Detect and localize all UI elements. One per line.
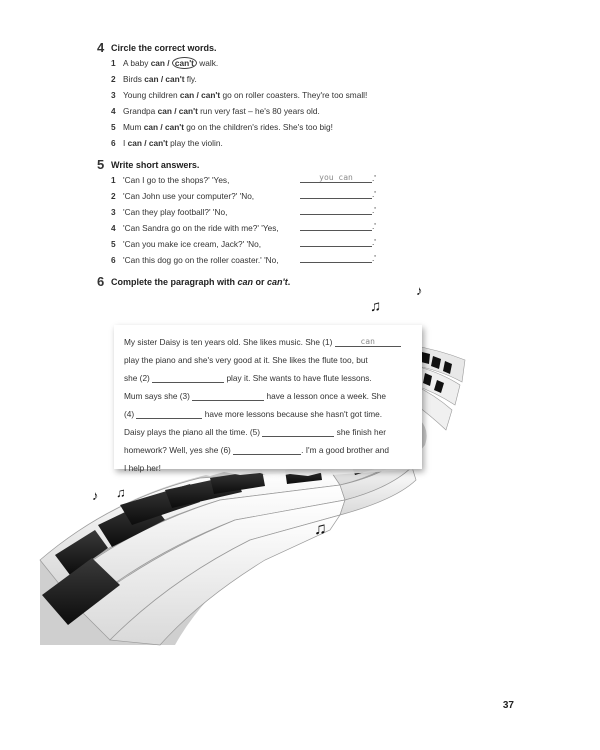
title-word-can: can [237, 277, 254, 287]
item-question: 'Can I go to the shops?' 'Yes, [123, 175, 230, 185]
answer-line[interactable] [300, 253, 376, 263]
music-note-icon: ♫ [116, 485, 126, 500]
answer-blank[interactable] [300, 221, 372, 231]
exercise-5-item [111, 191, 254, 201]
answer-line[interactable] [300, 221, 376, 231]
item-end: .' [372, 205, 376, 215]
exercise-4-title: Circle the correct words. [111, 43, 217, 53]
answer-line[interactable] [300, 205, 376, 215]
paragraph-line [124, 427, 424, 437]
blank-5[interactable] [262, 427, 334, 437]
item-text: walk. [196, 58, 219, 68]
exercise-4-item [111, 122, 333, 132]
item-question: 'Can you make ice cream, Jack?' 'No, [123, 239, 262, 249]
answer-line[interactable] [300, 189, 376, 199]
paragraph-line [124, 373, 424, 383]
exercise-4-number: 4 [97, 40, 105, 55]
answer-blank[interactable] [300, 237, 372, 247]
exercise-4-item [111, 106, 320, 116]
exercise-4-item [111, 90, 367, 100]
handwritten-answer[interactable]: you can [300, 173, 372, 183]
music-note-icon: ♪ [416, 283, 423, 298]
item-text: I [123, 138, 128, 148]
item-end: .' [372, 173, 376, 183]
paragraph-line [124, 391, 424, 401]
item-text: A baby [123, 58, 151, 68]
item-number: 2 [111, 74, 116, 84]
item-number: 4 [111, 223, 116, 233]
page-number: 37 [502, 700, 514, 711]
item-question: 'Can Sandra go on the ride with me?' 'Yes, [123, 223, 279, 233]
title-text: Complete the paragraph with [111, 277, 238, 287]
blank-2[interactable] [152, 373, 224, 383]
item-choice[interactable]: can / can't [144, 74, 185, 84]
exercise-5-item [111, 223, 279, 233]
exercise-5-item [111, 207, 227, 217]
item-choice[interactable]: can / can't [157, 106, 198, 116]
paragraph-text: My sister Daisy is ten years old. She likes music. She (1) [124, 337, 335, 347]
exercise-5-number: 5 [97, 157, 105, 172]
answer-line[interactable] [300, 173, 376, 183]
music-note-icon: ♫ [314, 519, 327, 538]
paragraph-line: play the piano and she's very good at it. She likes the flute too, but [124, 355, 368, 365]
answer-line[interactable] [300, 237, 376, 247]
item-end: .' [372, 221, 376, 231]
item-number: 1 [111, 58, 116, 68]
item-number: 5 [111, 122, 116, 132]
paragraph-text: homework? Well, yes she (6) [124, 445, 234, 455]
blank-1-answer[interactable]: can [335, 337, 401, 347]
paragraph-line [124, 445, 424, 455]
paragraph-line [124, 409, 424, 419]
answer-blank[interactable] [300, 205, 372, 215]
exercise-6-title [111, 277, 290, 287]
answer-blank[interactable] [300, 189, 372, 199]
paragraph-text: (4) [124, 409, 137, 419]
item-end: .' [372, 253, 376, 263]
music-note-icon: ♫ [370, 298, 382, 315]
item-choice[interactable]: can / can't [179, 90, 221, 100]
paragraph-text: play it. She wants to have flute lessons. [224, 373, 372, 383]
item-number: 3 [111, 90, 116, 100]
exercise-6-number: 6 [97, 274, 105, 289]
paragraph-text: Mum says she (3) [124, 391, 193, 401]
exercise-4-item [111, 58, 218, 68]
item-number: 1 [111, 175, 116, 185]
exercise-4-item [111, 138, 223, 148]
paragraph-line: I help her! [124, 463, 161, 473]
item-text: play the violin. [167, 138, 223, 148]
blank-4[interactable] [136, 409, 202, 419]
paragraph-text: have a lesson once a week. She [264, 391, 387, 401]
item-end: .' [372, 237, 376, 247]
exercise-5-item [111, 175, 229, 185]
music-note-icon: ♪ [92, 488, 99, 503]
item-number: 2 [111, 191, 116, 201]
item-end: .' [372, 189, 376, 199]
item-number: 3 [111, 207, 116, 217]
item-number: 4 [111, 106, 116, 116]
exercise-5-item [111, 239, 261, 249]
item-text: Young children [123, 90, 180, 100]
circled-answer[interactable]: can't [172, 57, 197, 69]
title-text: . [287, 277, 291, 287]
item-choice[interactable]: can / can't [127, 138, 168, 148]
title-word-cant: can't [267, 277, 288, 287]
paragraph-text: she (2) [124, 373, 153, 383]
exercise-5-item [111, 255, 279, 265]
item-choice: can / [150, 58, 172, 68]
exercise-4-item [111, 74, 197, 84]
item-text: Mum [123, 122, 144, 132]
item-text: go on the children's rides. She's too big! [184, 122, 333, 132]
item-number: 5 [111, 239, 116, 249]
blank-3[interactable] [192, 391, 264, 401]
item-text: fly. [184, 74, 197, 84]
paragraph-line [124, 337, 424, 347]
blank-6[interactable] [233, 445, 301, 455]
answer-blank[interactable] [300, 253, 372, 263]
item-question: 'Can John use your computer?' 'No, [123, 191, 255, 201]
paragraph-text: she finish her [334, 427, 387, 437]
item-number: 6 [111, 138, 116, 148]
item-text: go on roller coasters. They're too small! [220, 90, 368, 100]
item-text: Grandpa [123, 106, 158, 116]
paragraph-text: . I'm a good brother and [301, 445, 389, 455]
paragraph-text: have more lessons because she hasn't got time. [202, 409, 383, 419]
item-number: 6 [111, 255, 116, 265]
paragraph-text: Daisy plays the piano all the time. (5) [124, 427, 263, 437]
item-question: 'Can they play football?' 'No, [123, 207, 228, 217]
item-text: run very fast – he's 80 years old. [197, 106, 320, 116]
item-question: 'Can this dog go on the roller coaster.' 'No, [123, 255, 279, 265]
item-choice[interactable]: can / can't [143, 122, 184, 132]
item-text: Birds [123, 74, 145, 84]
exercise-5-title: Write short answers. [111, 160, 200, 170]
title-text: or [253, 277, 268, 287]
